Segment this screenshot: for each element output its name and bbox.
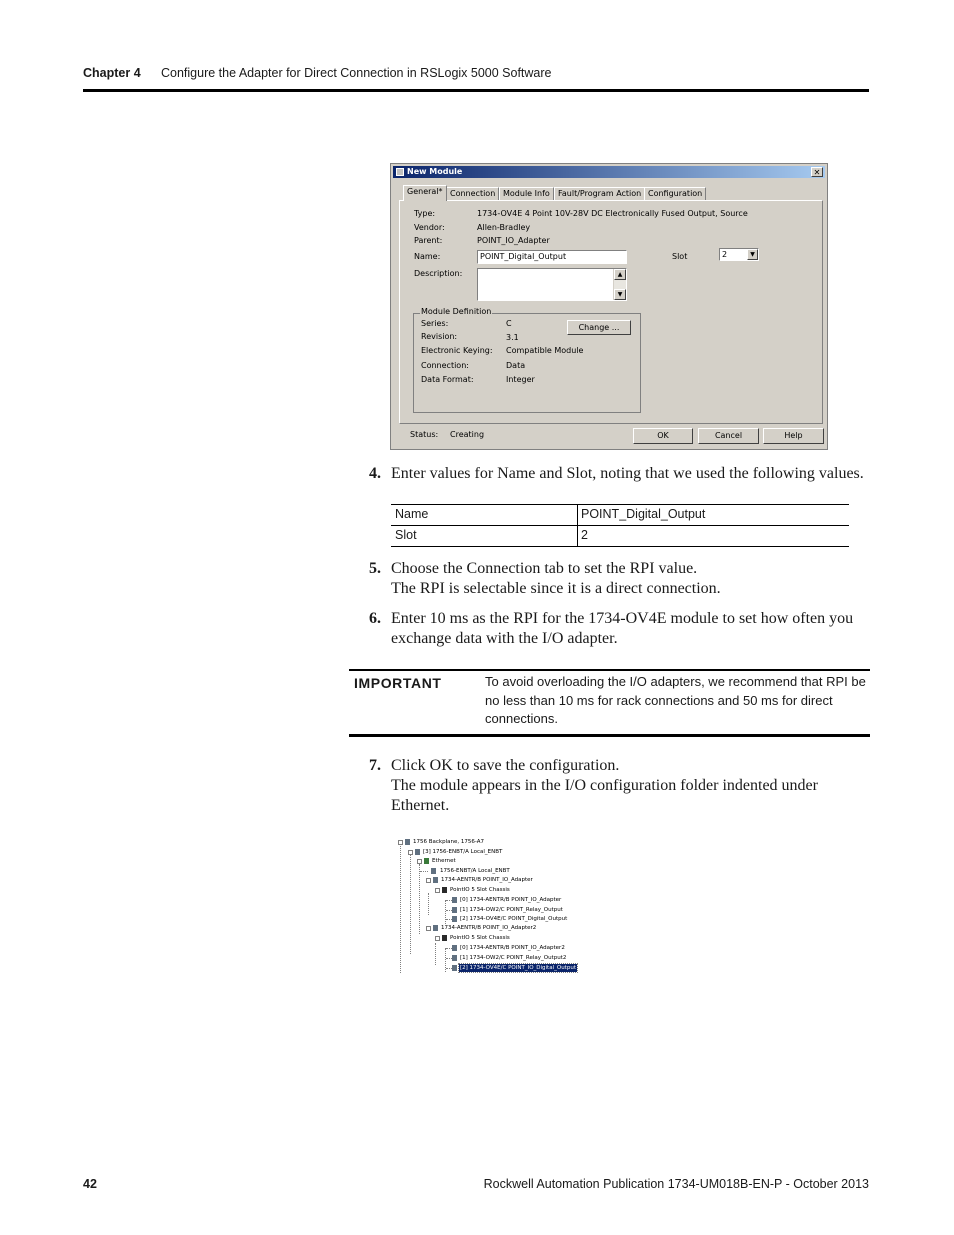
- module-icon: [452, 965, 457, 971]
- tab-fault-program-action[interactable]: Fault/Program Action: [554, 187, 645, 200]
- name-field[interactable]: POINT_Digital_Output: [477, 250, 627, 264]
- data-format-label: Data Format:: [421, 375, 474, 384]
- ok-button[interactable]: OK: [633, 428, 693, 444]
- tree-node[interactable]: Ethernet: [432, 858, 456, 864]
- collapse-icon[interactable]: [408, 850, 413, 855]
- step-text: Click OK to save the configuration.: [391, 757, 620, 774]
- tree-node[interactable]: 1734-AENTR/B POINT_IO_Adapter: [441, 877, 533, 883]
- tree-node[interactable]: [3] 1756-ENBT/A Local_ENBT: [423, 849, 503, 855]
- slot-select[interactable]: [719, 248, 759, 261]
- new-module-dialog: [390, 163, 828, 450]
- vendor-value: Allen-Bradley: [477, 223, 531, 232]
- tree-node[interactable]: PointIO 5 Slot Chassis: [450, 935, 510, 941]
- step-number: 5.: [369, 560, 381, 577]
- step-subtext-cont: Ethernet.: [391, 797, 450, 814]
- dialog-title-bar: [393, 166, 825, 178]
- header-rule: [83, 89, 869, 92]
- collapse-icon[interactable]: [435, 936, 440, 941]
- tab-general[interactable]: General*: [403, 185, 447, 201]
- table-row: [391, 504, 849, 525]
- chassis-icon: [442, 935, 447, 941]
- chevron-down-icon[interactable]: ▼: [747, 249, 758, 260]
- tree-node[interactable]: [0] 1734-AENTR/B POINT_IO_Adapter: [460, 897, 562, 903]
- important-label: IMPORTANT: [354, 675, 442, 691]
- collapse-icon[interactable]: [426, 926, 431, 931]
- status-label: Status:: [410, 430, 439, 439]
- scroll-down-icon[interactable]: ▼: [614, 289, 626, 300]
- chapter-label: Chapter 4: [83, 66, 141, 80]
- tree-node[interactable]: 1756-ENBT/A Local_ENBT: [440, 868, 510, 874]
- io-configuration-tree: [395, 838, 576, 974]
- module-icon: [452, 897, 457, 903]
- step-number: 7.: [369, 757, 381, 774]
- status-value: Creating: [450, 430, 485, 439]
- backplane-icon: [405, 839, 410, 845]
- page-number: 42: [83, 1177, 97, 1191]
- keying-label: Electronic Keying:: [421, 346, 493, 355]
- type-label: Type:: [414, 209, 436, 218]
- tab-module-info[interactable]: Module Info: [499, 187, 554, 200]
- step-subtext: The RPI is selectable since it is a direct connection.: [391, 580, 721, 597]
- connection-label: Connection:: [421, 361, 469, 370]
- module-icon: [431, 868, 436, 874]
- revision-label: Revision:: [421, 332, 458, 341]
- module-icon: [452, 907, 457, 913]
- type-value: 1734-OV4E 4 Point 10V-28V DC Electronically Fused Output, Source: [477, 209, 748, 218]
- dialog-title: New Module: [407, 167, 463, 176]
- step-text-cont: exchange data with the I/O adapter.: [391, 630, 618, 647]
- parent-label: Parent:: [414, 236, 443, 245]
- collapse-icon[interactable]: [398, 840, 403, 845]
- keying-value: Compatible Module: [506, 346, 584, 355]
- tree-node[interactable]: [1] 1734-OW2/C POINT_Relay_Output: [460, 907, 563, 913]
- important-bottom-rule: [349, 734, 870, 737]
- publication-info: Rockwell Automation Publication 1734-UM018B-EN-P - October 2013: [483, 1177, 869, 1191]
- revision-value: 3.1: [506, 333, 519, 342]
- series-label: Series:: [421, 319, 449, 328]
- description-field[interactable]: [477, 268, 627, 301]
- module-icon: [433, 877, 438, 883]
- step-subtext: The module appears in the I/O configuration folder indented under: [391, 777, 818, 794]
- slot-value: 2: [722, 250, 728, 259]
- description-scrollbar[interactable]: [613, 269, 626, 300]
- table-row: [391, 525, 849, 547]
- name-label: Name:: [414, 252, 441, 261]
- close-icon[interactable]: ✕: [811, 167, 823, 177]
- collapse-icon[interactable]: [426, 878, 431, 883]
- step-number: 6.: [369, 610, 381, 627]
- step-text: Choose the Connection tab to set the RPI value.: [391, 560, 698, 577]
- important-text: To avoid overloading the I/O adapters, we recommend that RPI be no less than 10 ms for rack connections and 50 ms for direct connections.: [485, 674, 866, 726]
- data-format-value: Integer: [506, 375, 535, 384]
- parent-value: POINT_IO_Adapter: [477, 236, 550, 245]
- running-header: [83, 66, 552, 80]
- tree-node[interactable]: [0] 1734-AENTR/B POINT_IO_Adapter2: [460, 945, 565, 951]
- important-top-rule: [349, 669, 870, 671]
- chassis-icon: [442, 887, 447, 893]
- step-text: Enter values for Name and Slot, noting that we used the following values.: [391, 465, 864, 482]
- description-label: Description:: [414, 269, 463, 278]
- network-icon: [424, 858, 429, 864]
- tab-connection[interactable]: Connection: [446, 187, 499, 200]
- tree-node[interactable]: 1734-AENTR/B POINT_IO_Adapter2: [441, 925, 537, 931]
- values-table: [391, 504, 849, 547]
- module-icon: [415, 849, 420, 855]
- table-cell-value: 2: [581, 528, 588, 542]
- change-button[interactable]: Change ...: [567, 320, 631, 335]
- tree-node[interactable]: 1756 Backplane, 1756-A7: [413, 839, 484, 845]
- tree-node[interactable]: [2] 1734-OV4E/C POINT_Digital_Output: [460, 916, 568, 922]
- module-icon: [433, 925, 438, 931]
- help-button[interactable]: Help: [763, 428, 824, 444]
- vendor-label: Vendor:: [414, 223, 445, 232]
- module-icon: [452, 955, 457, 961]
- module-definition-title: Module Definition: [421, 307, 492, 316]
- table-cell-value: POINT_Digital_Output: [581, 507, 706, 521]
- table-cell-name: Name: [395, 507, 429, 521]
- collapse-icon[interactable]: [435, 888, 440, 893]
- module-icon: [452, 945, 457, 951]
- cancel-button[interactable]: Cancel: [698, 428, 759, 444]
- tree-node[interactable]: [1] 1734-OW2/C POINT_Relay_Output2: [460, 955, 567, 961]
- series-value: C: [506, 319, 512, 328]
- step-text: Enter 10 ms as the RPI for the 1734-OV4E module to set how often you: [391, 610, 854, 627]
- connection-value: Data: [506, 361, 526, 370]
- slot-label: Slot: [672, 252, 688, 261]
- tree-node-selected[interactable]: [2] 1734-OV4E/C POINT_IO_Digital_Output: [460, 965, 576, 971]
- module-icon: [452, 916, 457, 922]
- collapse-icon[interactable]: [417, 859, 422, 864]
- module-icon: [396, 168, 404, 176]
- chapter-title: Configure the Adapter for Direct Connection in RSLogix 5000 Software: [161, 66, 552, 80]
- step-number: 4.: [369, 465, 381, 482]
- table-cell-name: Slot: [395, 528, 417, 542]
- tree-node[interactable]: PointIO 5 Slot Chassis: [450, 887, 510, 893]
- tab-configuration[interactable]: Configuration: [644, 187, 706, 200]
- scroll-up-icon[interactable]: ▲: [614, 269, 626, 280]
